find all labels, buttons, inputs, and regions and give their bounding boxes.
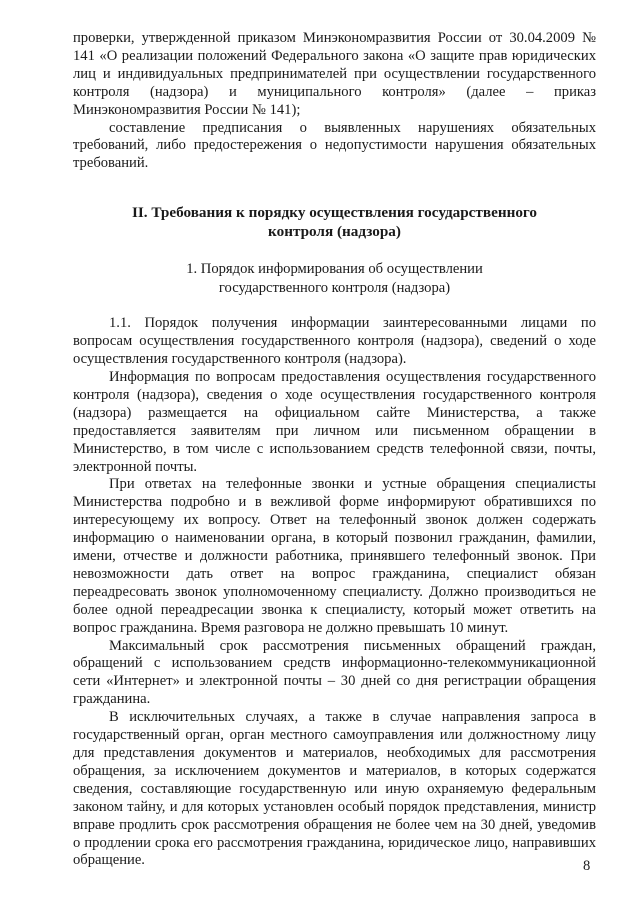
paragraph-max-term: Максимальный срок рассмотрения письменных обращений граждан, обращений с использованием средств информационно-телекоммуникационной сети «Интернет» и электронной почты – 30 дней со дня регистрации обращения гражданина. (73, 637, 596, 708)
page-number: 8 (583, 858, 591, 874)
paragraph-1-1: 1.1. Порядок получения информации заинтересованными лицами по вопросам осуществления государственного контроля (надзора), сведений о ходе осуществления государственного контроля (надзора). (73, 315, 596, 368)
subsection-heading: 1. Порядок информирования об осуществлении государственного контроля (надзора) (186, 261, 483, 297)
document-page (73, 30, 596, 870)
paragraph-info: Информация по вопросам предоставления осуществления государственного контроля (надзора), сведения о ходе осуществления государственного контроля (надзора) размещается на официальном сайте Министерства, а также предоставляется заявителям при личном или письменном обращении в Министерство, в том числе с использованием средств телефонной связи, почты, электронной почты. (73, 368, 596, 475)
section-heading: II. Требования к порядку осуществления государственного контроля (надзора) (131, 204, 538, 241)
intro-paragraph: проверки, утвержденной приказом Минэкономразвития России от 30.04.2009 № 141 «О реализации положений Федерального закона «О защите прав юридических лиц и индивидуальных предпринимателей при осуществлении государственного контроля (надзора) и муниципального контроля» (далее – приказ Минэкономразвития России № 141); (73, 30, 596, 118)
paragraph-phone: При ответах на телефонные звонки и устные обращения специалисты Министерства подробно и в вежливой форме информируют обратившихся по интересующему их вопросу. Ответ на телефонный звонок должен содержать информацию о наименовании органа, в который позвонил гражданин, фамилии, имени, отчестве и должности работника, принявшего телефонный звонок. При невозможности дать ответ на вопрос гражданина, специалист обязан переадресовать звонок уполномоченному специалисту. Должно производиться не более одной переадресации звонка к специалисту, который может ответить на вопрос гражданина. Время разговора не должно превышать 10 минут. (73, 476, 596, 636)
paragraph-exceptional: В исключительных случаях, а также в случае направления запроса в государственный орган, орган местного самоуправления или должностному лицу для представления документов и материалов, необходимых для рассмотрения обращения, за исключением документов и материалов, в которых содержатся сведения, составляющие государственную или иную охраняемую федеральным законом тайну, и для которых установлен особый порядок представления, министр вправе продлить срок рассмотрения обращения не более чем на 30 дней, уведомив о продлении срока его рассмотрения гражданина, юридическое лицо, направивших обращение. (73, 709, 596, 869)
order-paragraph: составление предписания о выявленных нарушениях обязательных требований, либо предостережения о недопустимости нарушения обязательных требований. (73, 119, 596, 172)
